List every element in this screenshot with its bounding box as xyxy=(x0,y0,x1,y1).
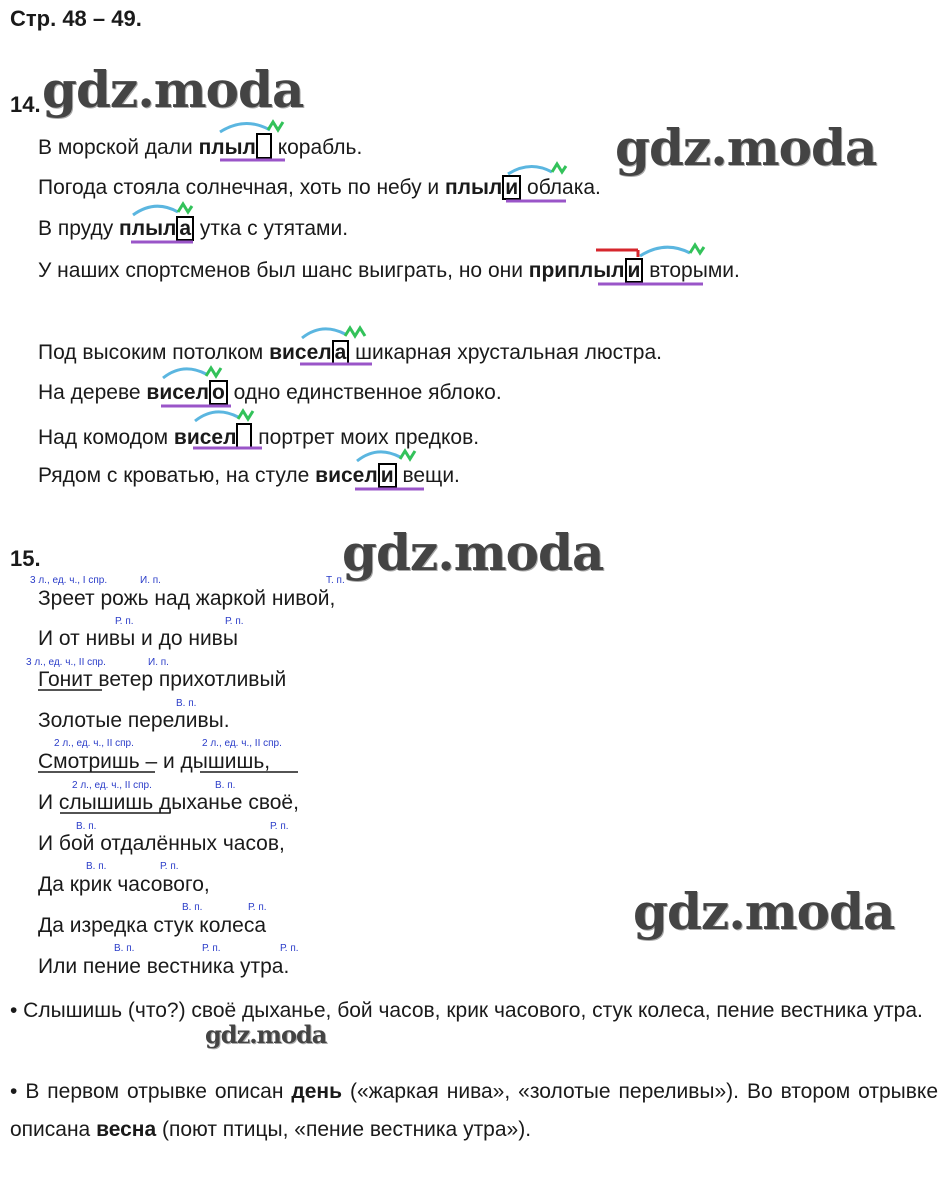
sentence-text: шикарная хрустальная люстра. xyxy=(349,341,662,364)
poem-line: И слышишь дыханье своё, xyxy=(38,791,299,814)
grammar-note: Р. п. xyxy=(270,821,289,832)
ending-box: а xyxy=(176,216,194,241)
ending-box: о xyxy=(209,380,228,405)
sentence-text: одно единственное яблоко. xyxy=(227,381,502,404)
poem-line: Да изредка стук колеса xyxy=(38,914,267,937)
grammar-note: В. п. xyxy=(182,902,203,913)
answer-paragraph: • В первом отрывке описан день («жаркая нива», «золотые переливы»). Во втором отрывке описана весна (поют птицы, «пение вестника утра»). xyxy=(10,1080,938,1141)
verb-stem: висел xyxy=(269,341,332,364)
verb-stem: висел xyxy=(173,426,237,449)
poem-line: Гонит ветер прихотливый xyxy=(38,668,287,691)
sentence-text: Под высоким потолком xyxy=(38,341,270,364)
sentence-text: облака. xyxy=(521,176,601,199)
grammar-note: 3 л., ед. ч., I спр. xyxy=(30,575,108,586)
exercise-number: 14. xyxy=(10,92,41,117)
poem-line: И бой отдалённых часов, xyxy=(38,832,285,855)
grammar-note: Р. п. xyxy=(160,861,179,872)
sentence-text: портрет моих предков. xyxy=(252,426,480,449)
sentence-text: В пруду xyxy=(38,217,120,240)
exercise-number: 15. xyxy=(10,546,41,571)
keyword-spring: весна xyxy=(96,1117,157,1141)
poem-line: Смотришь – и дышишь, xyxy=(38,750,271,773)
sentence-text: Над комодом xyxy=(38,426,174,449)
sentence-text: На дереве xyxy=(38,381,147,404)
verb-stem: висел xyxy=(315,464,378,487)
grammar-note: И. п. xyxy=(140,575,161,586)
watermark: gdz.moda xyxy=(205,1020,327,1049)
grammar-note: В. п. xyxy=(76,821,97,832)
ending-box: и xyxy=(502,175,521,200)
grammar-note: Р. п. xyxy=(225,616,244,627)
verb-stem: плыл xyxy=(119,217,177,240)
grammar-note: 3 л., ед. ч., II спр. xyxy=(26,657,106,668)
sentence-text: В морской дали xyxy=(38,136,199,159)
sentence-text: вещи. xyxy=(396,464,460,487)
watermark: gdz.moda xyxy=(42,60,304,119)
grammar-note: В. п. xyxy=(114,943,135,954)
verb-stem: плыл xyxy=(444,176,503,199)
grammar-note: 2 л., ед. ч., II спр. xyxy=(54,738,134,749)
sentence-text: вторыми. xyxy=(643,259,740,282)
keyword-day: день xyxy=(291,1080,343,1103)
sentence-text: Рядом с кроватью, на стуле xyxy=(38,464,316,487)
grammar-note: Р. п. xyxy=(248,902,267,913)
grammar-note: Т. п. xyxy=(326,575,345,586)
grammar-note: Р. п. xyxy=(115,616,134,627)
ending-box: а xyxy=(332,340,350,365)
answer-paragraph: • Слышишь (что?) своё дыханье, бой часов, крик часового, стук колеса, пение вестника утра. xyxy=(10,999,923,1022)
grammar-note: В. п. xyxy=(86,861,107,872)
poem-line: Зреет рожь над жаркой нивой, xyxy=(38,587,336,610)
poem-line: Или пение вестника утра. xyxy=(38,955,290,978)
sentence-text: утка с утятами. xyxy=(194,217,349,240)
grammar-note: Р. п. xyxy=(280,943,299,954)
grammar-note: Р. п. xyxy=(202,943,221,954)
grammar-note: В. п. xyxy=(215,780,236,791)
watermark: gdz.moda xyxy=(633,882,895,941)
watermark: gdz.moda xyxy=(615,118,877,177)
grammar-note: В. п. xyxy=(176,698,197,709)
poem-line: Золотые переливы. xyxy=(38,709,230,732)
sentence-text: корабль. xyxy=(271,136,363,159)
page-title: Стр. 48 – 49. xyxy=(10,6,142,31)
poem-line: Да крик часового, xyxy=(38,873,210,896)
sentence-text: У наших спортсменов был шанс выиграть, но они xyxy=(38,259,529,282)
verb-stem: висел xyxy=(146,381,209,404)
verb-stem: плыл xyxy=(198,136,256,159)
ending-box: и xyxy=(625,258,644,283)
ending-box: и xyxy=(378,463,397,488)
grammar-note: 2 л., ед. ч., II спр. xyxy=(202,738,282,749)
poem-line: И от нивы и до нивы xyxy=(38,627,238,650)
grammar-note: И. п. xyxy=(148,657,169,668)
sentence-text: Погода стояла солнечная, хоть по небу и xyxy=(38,176,445,199)
verb-stem: приплыл xyxy=(528,259,625,282)
grammar-note: 2 л., ед. ч., II спр. xyxy=(72,780,152,791)
watermark: gdz.moda xyxy=(342,523,604,582)
